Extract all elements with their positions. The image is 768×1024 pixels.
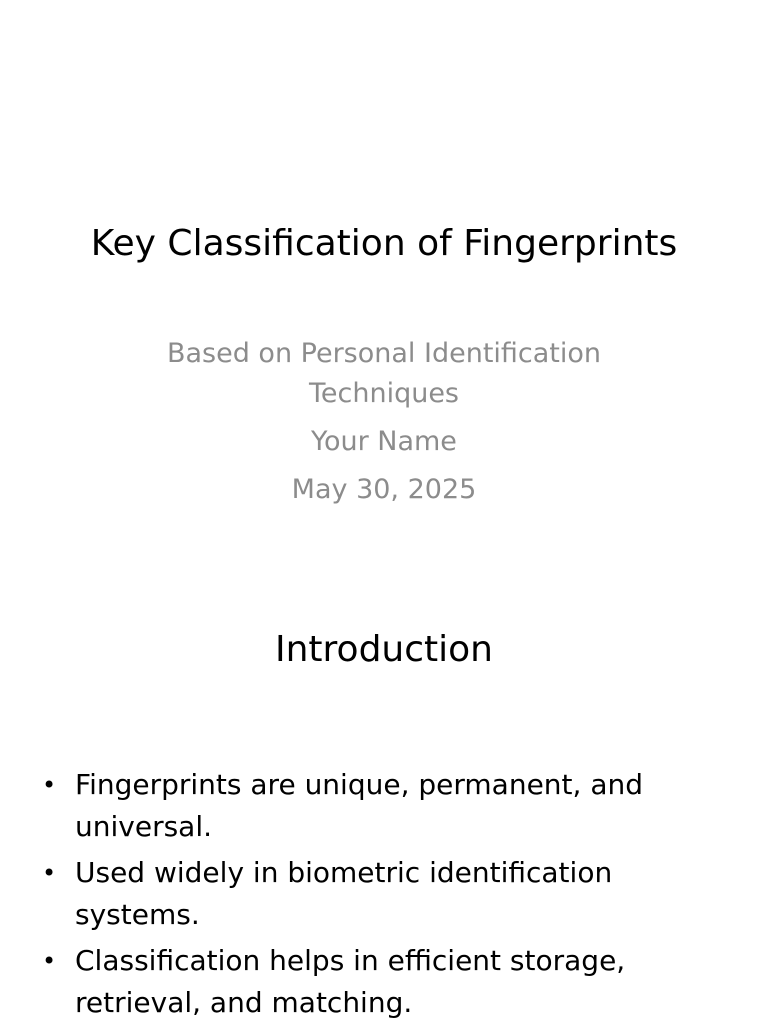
introduction-slide — [0, 576, 768, 1024]
bullet-text: Used widely in biometric identification systems. — [75, 856, 613, 931]
bullet-text: Classification helps in efficient storage, retrieval, and matching. — [75, 944, 626, 1019]
subtitle-line: Based on Personal Identification Techniques — [166, 338, 602, 409]
bullet-item — [40, 852, 660, 936]
bullet-icon: • — [42, 771, 57, 799]
bullet-list — [40, 764, 660, 1024]
author-name: Your Name — [311, 426, 457, 457]
bullet-item — [40, 940, 660, 1024]
slide-title: Introduction — [274, 629, 493, 670]
slide-subtitle — [140, 334, 628, 518]
bullet-icon: • — [42, 947, 57, 975]
bullet-icon: • — [42, 859, 57, 887]
bullet-item — [40, 764, 660, 848]
slide-title: Key Classification of Fingerprints — [90, 223, 678, 264]
bullet-text: Fingerprints are unique, permanent, and universal. — [75, 768, 644, 843]
presentation-date: May 30, 2025 — [291, 474, 477, 505]
